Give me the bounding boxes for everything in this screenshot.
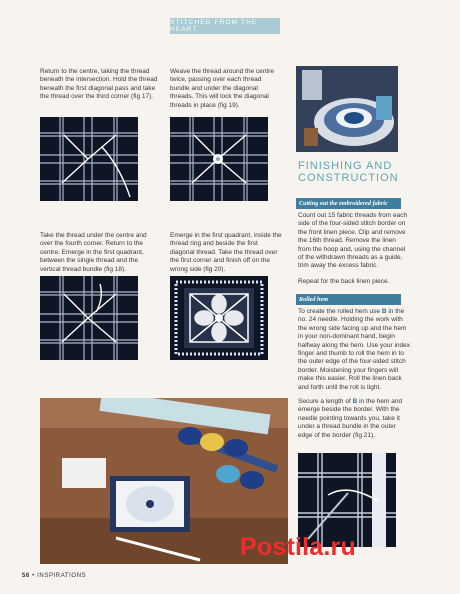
- subhead-rolled-hem: Rolled hem: [296, 294, 401, 305]
- magazine-name: INSPIRATIONS: [37, 573, 87, 579]
- footer-separator: •: [32, 573, 35, 579]
- col2-paragraph-2: Emerge in the first quadrant, inside the thread ring and beside the first diagonal thread. Take the thread over the first corner and finish off on the wrong side (fig 20).: [170, 232, 282, 273]
- figure-18: [40, 276, 138, 360]
- page-footer: [22, 573, 86, 579]
- thread-code-b-1: B: [381, 308, 387, 315]
- right-paragraph-cutting: Count out 15 fabric threads from each side of the four-sided stitch border on the front linen piece. Clip and remove the 16th thread. Remove the linen from the hoop and, using the channel of the withdrawn threads as a guide, trim away the excess fabric.: [298, 212, 408, 270]
- col1-paragraph-2: Take the thread under the centre and over the fourth corner. Return to the centre. Emerge in the first quadrant, between the single thread and the vertical thread bundle (fig 18).: [40, 232, 147, 273]
- right-paragraph-secure: [298, 398, 410, 440]
- page-number: 56: [22, 573, 30, 579]
- right-paragraph-rolled-hem: [298, 308, 410, 392]
- section-title: FINISHING AND CONSTRUCTION: [298, 160, 399, 184]
- fig19-drawing: [170, 117, 268, 201]
- thread-code-b-2: B: [352, 398, 358, 405]
- col1-paragraph-1: Return to the centre, taking the thread beneath the intersection. Hold the thread beneath the first diagonal pass and take the thread over the third corner (fig 17).: [40, 68, 158, 101]
- fig20-drawing: [170, 276, 268, 360]
- fig18-drawing: [40, 276, 138, 360]
- secure-text-c: in the hem and emerge beside the border. With the needle pointing towards you, take it under a thread bundle in the outer edge of the border (fig 21).: [298, 398, 403, 439]
- rolled-hem-text-c: in the no. 24 needle. Holding the work with the wrong side facing up and the hem in your non-dominant hand, begin halfway along the hem. Use your index finger and thumb to roll the hem in to the outer edge of the four-sided stitch border. Moistening your fingers will make this easier. Roll the linen back and forth until the roll is tight.: [298, 308, 411, 391]
- figure-19: [170, 117, 268, 201]
- col2-paragraph-1: Weave the thread around the centre twice, passing over each thread bundle and under the diagonal threads. This will lock the diagonal threads in place (fig 19).: [170, 68, 274, 109]
- right-paragraph-repeat: Repeat for the back linen piece.: [298, 278, 390, 285]
- figure-17: [40, 117, 138, 201]
- header-band-label: STITCHED FROM THE HEART: [170, 19, 258, 33]
- watermark: Postila.ru: [240, 533, 356, 561]
- photo-threads-plate-drawing: [296, 66, 398, 152]
- rolled-hem-text-a: To create the rolled hem use: [298, 308, 382, 315]
- secure-text-a: Secure a length of: [298, 398, 353, 405]
- header-band: [170, 18, 280, 34]
- figure-20: [170, 276, 268, 360]
- subhead-cutting-out: Cutting out the embroidered fabric: [296, 198, 401, 209]
- photo-threads-plate: [296, 66, 398, 152]
- fig17-drawing: [40, 117, 138, 201]
